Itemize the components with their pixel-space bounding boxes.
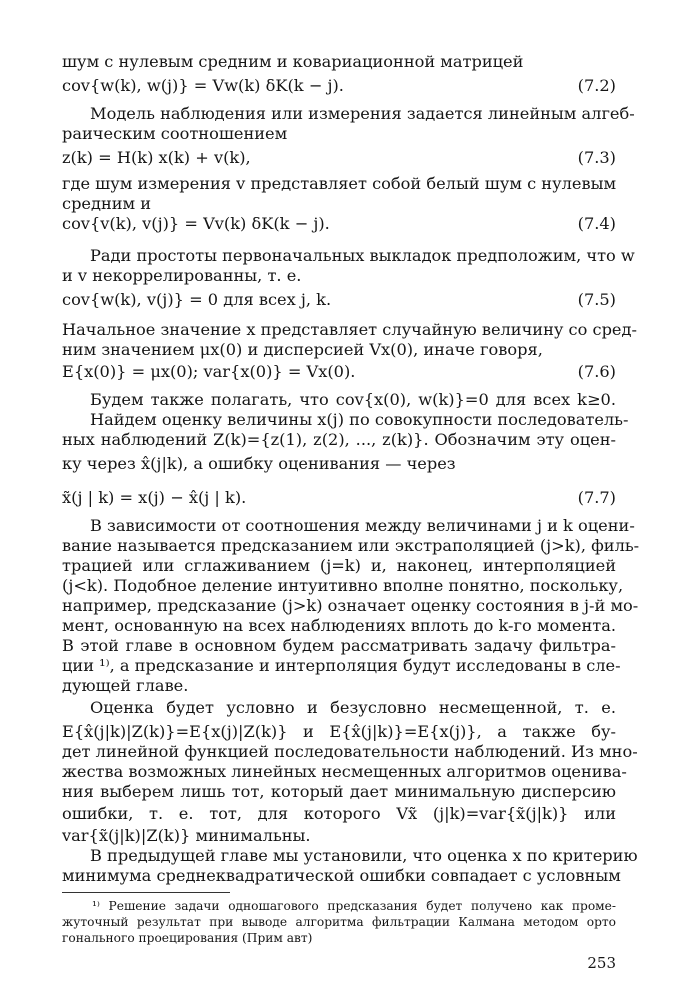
text-line: например, предсказание (j>k) означает оценку состояния в j-й мо- <box>62 596 639 615</box>
text-line: ния выберем лишь тот, который дает минимальную дисперсию <box>62 782 616 801</box>
text-line: var{x̃(j|k)|Z(k)} минимальны. <box>62 826 311 845</box>
page-number: 253 <box>587 954 616 972</box>
text-line: Модель наблюдения или измерения задается линейным алгеб- <box>90 104 635 123</box>
equation-number: (7.6) <box>577 362 616 381</box>
equation-number: (7.3) <box>577 148 616 167</box>
equation-expression: E{x(0)} = μx(0); var{x(0)} = Vx(0). <box>62 362 356 381</box>
text-line: дующей главе. <box>62 676 189 695</box>
equation-7-3 <box>62 148 616 168</box>
equation-7-5 <box>62 290 616 310</box>
text-line: E{x̂(j|k)|Z(k)}=E{x(j)|Z(k)} и E{x̂(j|k)}=E{x(j)}, а также бу- <box>62 722 616 741</box>
equation-7-2 <box>62 76 616 96</box>
text-line: Начальное значение x представляет случайную величину со сред- <box>62 320 637 339</box>
text-line: ных наблюдений Z(k)={z(1), z(2), ..., z(k)}. Обозначим эту оцен- <box>62 430 616 449</box>
equation-number: (7.4) <box>577 214 616 233</box>
equation-7-6 <box>62 362 616 382</box>
text-line: трацией или сглаживанием (j=k) и, наконец, интерполяцией <box>62 556 616 575</box>
text-line: средним и <box>62 194 152 213</box>
text-line: ку через x̂(j|k), а ошибку оценивания — через <box>62 454 456 473</box>
footnote-line: жуточный результат при выводе алгоритма фильтрации Калмана методом орто <box>62 915 616 929</box>
footnote-rule <box>62 892 230 893</box>
equation-number: (7.5) <box>577 290 616 309</box>
text-line: вание называется предсказанием или экстраполяцией (j>k), филь- <box>62 536 640 555</box>
text-line: Найдем оценку величины x(j) по совокупности последователь- <box>90 410 629 429</box>
footnote-line: гонального проецирования (Прим авт) <box>62 931 313 945</box>
text-line: Оценка будет условно и безусловно несмещенной, т. е. <box>90 698 616 717</box>
footnote-line: ¹⁾ Решение задачи одношагового предсказания будет получено как проме- <box>92 899 616 913</box>
text-line: где шум измерения v представляет собой белый шум с нулевым <box>62 174 617 193</box>
text-line: В этой главе в основном будем рассматривать задачу фильтра- <box>62 636 616 655</box>
equation-7-4 <box>62 214 616 234</box>
text-line: минимума среднеквадратической ошибки совпадает с условным <box>62 866 621 885</box>
equation-number: (7.7) <box>577 488 616 507</box>
text-line: мент, основанную на всех наблюдениях вплоть до k-го момента. <box>62 616 616 635</box>
text-line: ции ¹⁾, а предсказание и интерполяция будут исследованы в сле- <box>62 656 621 675</box>
text-line: и v некоррелированны, т. е. <box>62 266 302 285</box>
equation-number: (7.2) <box>577 76 616 95</box>
equation-expression: cov{w(k), v(j)} = 0 для всех j, k. <box>62 290 332 309</box>
equation-expression: z(k) = H(k) x(k) + v(k), <box>62 148 251 167</box>
text-line: (j<k). Подобное деление интуитивно вполне понятно, поскольку, <box>62 576 624 595</box>
text-line: В предыдущей главе мы установили, что оценка x по критерию <box>90 846 638 865</box>
text-line: Ради простоты первоначальных выкладок предположим, что w <box>90 246 635 265</box>
text-line: Будем также полагать, что cov{x(0), w(k)}=0 для всех k≥0. <box>90 390 616 409</box>
equation-expression: x̃(j | k) = x(j) − x̂(j | k). <box>62 488 247 507</box>
text-line: В зависимости от соотношения между величинами j и k оцени- <box>90 516 635 535</box>
text-line: раическим соотношением <box>62 124 288 143</box>
text-line: жества возможных линейных несмещенных алгоритмов оценива- <box>62 762 627 781</box>
text-line: шум с нулевым средним и ковариационной матрицей <box>62 52 524 71</box>
equation-expression: cov{w(k), w(j)} = Vw(k) δK(k − j). <box>62 76 344 95</box>
text-line: дет линейной функцией последовательности наблюдений. Из мно- <box>62 742 638 761</box>
text-line: ним значением μx(0) и дисперсией Vx(0), иначе говоря, <box>62 340 543 359</box>
equation-7-7 <box>62 488 616 508</box>
equation-expression: cov{v(k), v(j)} = Vv(k) δK(k − j). <box>62 214 330 233</box>
text-line: ошибки, т. е. тот, для которого Vx̃ (j|k)=var{x̃(j|k)} или <box>62 804 616 823</box>
